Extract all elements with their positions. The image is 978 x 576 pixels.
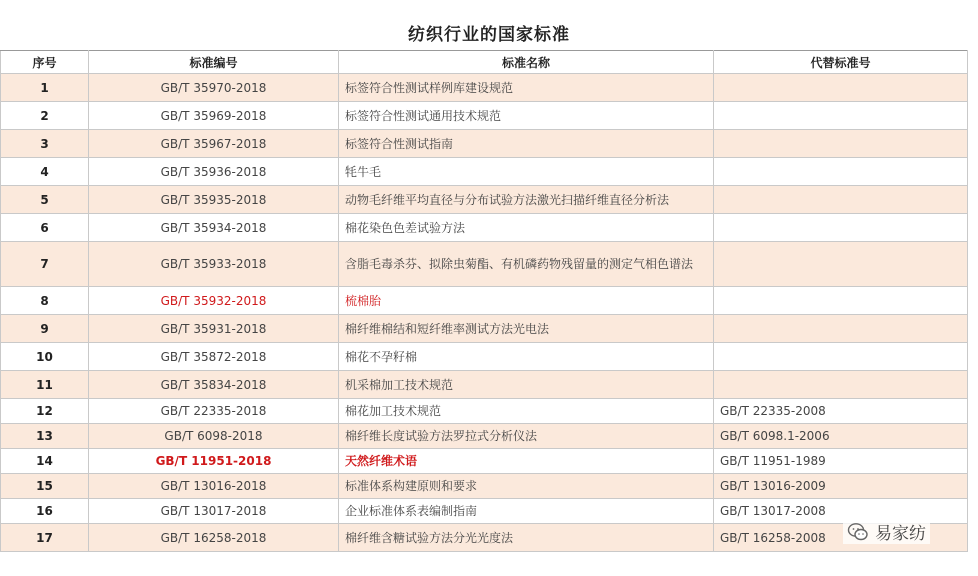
row-name: 棉纤维含糖试验方法分光光度法 <box>339 524 714 552</box>
row-num: 11 <box>1 371 89 399</box>
table-row <box>1 315 968 343</box>
row-replace <box>714 242 968 287</box>
row-replace <box>714 287 968 315</box>
row-code: GB/T 35934-2018 <box>89 214 339 242</box>
row-replace: GB/T 13016-2009 <box>714 474 968 499</box>
row-replace: GB/T 22335-2008 <box>714 399 968 424</box>
row-num: 15 <box>1 474 89 499</box>
row-name: 棉花不孕籽棉 <box>339 343 714 371</box>
table-row <box>1 158 968 186</box>
row-replace <box>714 315 968 343</box>
row-replace: GB/T 16258-2008 <box>714 524 968 552</box>
row-num: 10 <box>1 343 89 371</box>
row-num: 4 <box>1 158 89 186</box>
watermark <box>843 519 930 544</box>
row-name: 棉花染色色差试验方法 <box>339 214 714 242</box>
header-code: 标准编号 <box>89 51 339 74</box>
row-code: GB/T 35936-2018 <box>89 158 339 186</box>
standards-table <box>0 50 968 552</box>
row-code: GB/T 35872-2018 <box>89 343 339 371</box>
row-replace <box>714 102 968 130</box>
table-row <box>1 186 968 214</box>
row-name: 棉花加工技术规范 <box>339 399 714 424</box>
table-row <box>1 399 968 424</box>
row-code: GB/T 22335-2018 <box>89 399 339 424</box>
table-row <box>1 371 968 399</box>
row-name: 含脂毛毒杀芬、拟除虫菊酯、有机磷药物残留量的测定气相色谱法 <box>339 242 714 287</box>
row-code: GB/T 35834-2018 <box>89 371 339 399</box>
table-row <box>1 130 968 158</box>
row-code: GB/T 13017-2018 <box>89 499 339 524</box>
wechat-icon <box>847 521 869 543</box>
row-replace: GB/T 11951-1989 <box>714 449 968 474</box>
row-name: 企业标准体系表编制指南 <box>339 499 714 524</box>
row-num: 16 <box>1 499 89 524</box>
row-replace: GB/T 13017-2008 <box>714 499 968 524</box>
row-num: 12 <box>1 399 89 424</box>
row-replace <box>714 186 968 214</box>
header-num: 序号 <box>1 51 89 74</box>
table-row <box>1 74 968 102</box>
row-name: 动物毛纤维平均直径与分布试验方法激光扫描纤维直径分析法 <box>339 186 714 214</box>
row-code: GB/T 35935-2018 <box>89 186 339 214</box>
row-name: 标签符合性测试样例库建设规范 <box>339 74 714 102</box>
row-name: 梳棉胎 <box>339 287 714 315</box>
row-num: 6 <box>1 214 89 242</box>
table-row <box>1 214 968 242</box>
table-row <box>1 242 968 287</box>
watermark-text: 易家纺 <box>875 524 926 544</box>
row-name: 标准体系构建原则和要求 <box>339 474 714 499</box>
row-code: GB/T 35933-2018 <box>89 242 339 287</box>
row-code: GB/T 6098-2018 <box>89 424 339 449</box>
row-num: 1 <box>1 74 89 102</box>
row-code: GB/T 35932-2018 <box>89 287 339 315</box>
row-num: 3 <box>1 130 89 158</box>
row-name: 机采棉加工技术规范 <box>339 371 714 399</box>
row-code: GB/T 11951-2018 <box>89 449 339 474</box>
row-code: GB/T 35967-2018 <box>89 130 339 158</box>
table-row <box>1 343 968 371</box>
row-replace: GB/T 6098.1-2006 <box>714 424 968 449</box>
row-replace <box>714 343 968 371</box>
row-code: GB/T 35970-2018 <box>89 74 339 102</box>
table-row <box>1 424 968 449</box>
row-num: 2 <box>1 102 89 130</box>
row-num: 17 <box>1 524 89 552</box>
table-row <box>1 287 968 315</box>
row-code: GB/T 13016-2018 <box>89 474 339 499</box>
row-name: 棉纤维棉结和短纤维率测试方法光电法 <box>339 315 714 343</box>
row-name: 牦牛毛 <box>339 158 714 186</box>
table-row <box>1 499 968 524</box>
row-code: GB/T 35931-2018 <box>89 315 339 343</box>
row-replace <box>714 371 968 399</box>
row-name: 天然纤维术语 <box>339 449 714 474</box>
header-name: 标准名称 <box>339 51 714 74</box>
row-replace <box>714 214 968 242</box>
table-header-row <box>1 51 968 74</box>
table-row <box>1 474 968 499</box>
row-num: 7 <box>1 242 89 287</box>
table-row <box>1 449 968 474</box>
row-code: GB/T 35969-2018 <box>89 102 339 130</box>
row-num: 9 <box>1 315 89 343</box>
row-code: GB/T 16258-2018 <box>89 524 339 552</box>
row-num: 14 <box>1 449 89 474</box>
row-num: 13 <box>1 424 89 449</box>
row-name: 标签符合性测试指南 <box>339 130 714 158</box>
row-replace <box>714 130 968 158</box>
row-num: 8 <box>1 287 89 315</box>
row-name: 棉纤维长度试验方法罗拉式分析仪法 <box>339 424 714 449</box>
row-name: 标签符合性测试通用技术规范 <box>339 102 714 130</box>
table-row <box>1 524 968 552</box>
row-replace <box>714 74 968 102</box>
table-row <box>1 102 968 130</box>
header-replace: 代替标准号 <box>714 51 968 74</box>
page-title: 纺织行业的国家标准 <box>408 25 570 45</box>
row-replace <box>714 158 968 186</box>
row-num: 5 <box>1 186 89 214</box>
